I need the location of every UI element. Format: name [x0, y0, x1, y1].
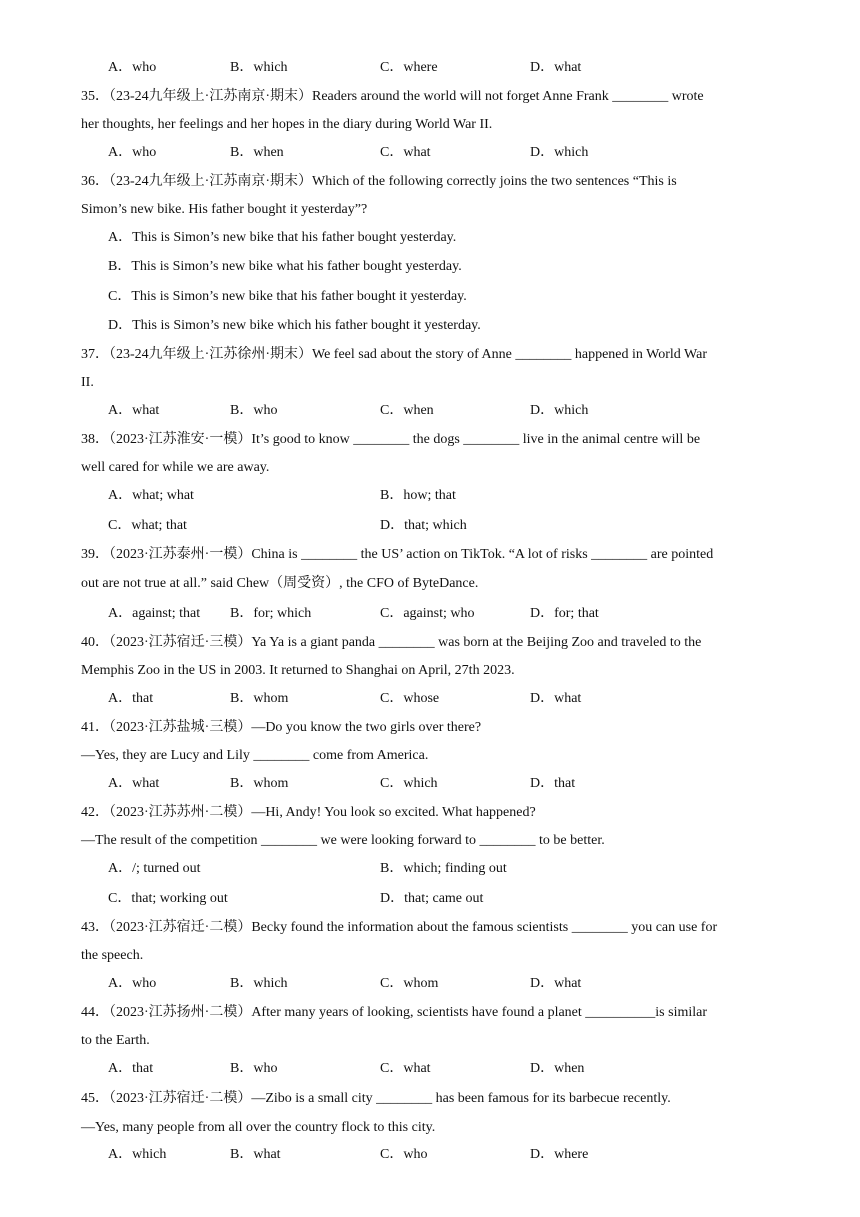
q40-option-c[interactable]: C．whose — [380, 691, 440, 706]
q45-option-b[interactable]: B．what — [230, 1147, 281, 1162]
q35-option-d[interactable]: D．which — [530, 145, 589, 160]
q41-stem-line2: —Yes, they are Lucy and Lily ________ come from America. — [81, 748, 429, 763]
q36-stem-line2: Simon’s new bike. His father bought it yesterday”? — [81, 202, 368, 217]
q38-option-a[interactable]: A．what; what — [108, 488, 194, 503]
q34-option-b[interactable]: B．which — [230, 60, 288, 75]
q35-option-c[interactable]: C．what — [380, 145, 431, 160]
q45-stem-line1: 45．（2023·江苏宿迁·二模）—Zibo is a small city ________ has been famous for its barbecue recently. — [81, 1091, 671, 1106]
q44-option-d[interactable]: D．when — [530, 1061, 585, 1076]
q41-option-c[interactable]: C．which — [380, 776, 438, 791]
q36-option-a[interactable]: A．This is Simon’s new bike that his father bought yesterday. — [108, 230, 457, 245]
q41-option-d[interactable]: D．that — [530, 776, 576, 791]
q37-option-c[interactable]: C．when — [380, 403, 434, 418]
q34-option-d[interactable]: D．what — [530, 60, 582, 75]
q38-stem-line2: well cared for while we are away. — [81, 460, 270, 475]
q44-stem-line2: to the Earth. — [81, 1033, 150, 1048]
q40-stem-line2: Memphis Zoo in the US in 2003. It returned to Shanghai on April, 27th 2023. — [81, 663, 515, 678]
q45-option-a[interactable]: A．which — [108, 1147, 167, 1162]
q36-stem-line1: 36．（23-24九年级上·江苏南京·期末）Which of the following correctly joins the two sentences “This is — [81, 174, 677, 189]
q39-option-d[interactable]: D．for; that — [530, 606, 599, 621]
q38-option-d[interactable]: D．that; which — [380, 518, 467, 533]
q37-option-d[interactable]: D．which — [530, 403, 589, 418]
q40-stem-line1: 40．（2023·江苏宿迁·三模）Ya Ya is a giant panda ________ was born at the Beijing Zoo and traveled to the — [81, 635, 702, 650]
q34-option-a[interactable]: A．who — [108, 60, 157, 75]
q36-option-d[interactable]: D．This is Simon’s new bike which his father bought it yesterday. — [108, 318, 481, 333]
q42-option-d[interactable]: D．that; came out — [380, 891, 484, 906]
q39-option-a[interactable]: A．against; that — [108, 606, 201, 621]
q43-stem-line2: the speech. — [81, 948, 144, 963]
q42-stem-line1: 42．（2023·江苏苏州·二模）—Hi, Andy! You look so excited. What happened? — [81, 805, 536, 820]
q40-option-b[interactable]: B．whom — [230, 691, 289, 706]
q38-option-b[interactable]: B．how; that — [380, 488, 456, 503]
q40-option-d[interactable]: D．what — [530, 691, 582, 706]
q39-stem-line2: out are not true at all.” said Chew（周受资）, the CFO of ByteDance. — [81, 576, 479, 591]
q35-option-a[interactable]: A．who — [108, 145, 157, 160]
q36-option-b[interactable]: B．This is Simon’s new bike what his father bought yesterday. — [108, 259, 462, 274]
q36-option-c[interactable]: C．This is Simon’s new bike that his father bought it yesterday. — [108, 289, 467, 304]
q43-option-b[interactable]: B．which — [230, 976, 288, 991]
q35-option-b[interactable]: B．when — [230, 145, 284, 160]
q34-option-c[interactable]: C．where — [380, 60, 438, 75]
q42-option-c[interactable]: C．that; working out — [108, 891, 228, 906]
q42-option-b[interactable]: B．which; finding out — [380, 861, 507, 876]
q43-option-d[interactable]: D．what — [530, 976, 582, 991]
q39-stem-line1: 39．（2023·江苏泰州·一模）China is ________ the US’ action on TikTok. “A lot of risks ________ are pointed — [81, 547, 714, 562]
q45-option-d[interactable]: D．where — [530, 1147, 589, 1162]
q38-stem-line1: 38．（2023·江苏淮安·一模）It’s good to know ________ the dogs ________ live in the animal centre will be — [81, 432, 701, 447]
q41-stem-line1: 41．（2023·江苏盐城·三模）—Do you know the two girls over there? — [81, 720, 482, 735]
q39-option-c[interactable]: C．against; who — [380, 606, 475, 621]
q37-stem-line2: II. — [81, 375, 94, 390]
q43-option-a[interactable]: A．who — [108, 976, 157, 991]
q44-option-a[interactable]: A．that — [108, 1061, 154, 1076]
q41-option-b[interactable]: B．whom — [230, 776, 289, 791]
q43-option-c[interactable]: C．whom — [380, 976, 439, 991]
q41-option-a[interactable]: A．what — [108, 776, 160, 791]
q37-option-a[interactable]: A．what — [108, 403, 160, 418]
q45-stem-line2: —Yes, many people from all over the country flock to this city. — [81, 1120, 436, 1135]
q40-option-a[interactable]: A．that — [108, 691, 154, 706]
q37-stem-line1: 37．（23-24九年级上·江苏徐州·期末）We feel sad about the story of Anne ________ happened in World War — [81, 347, 707, 362]
q44-stem-line1: 44．（2023·江苏扬州·二模）After many years of looking, scientists have found a planet __________is similar — [81, 1005, 708, 1020]
q38-option-c[interactable]: C．what; that — [108, 518, 187, 533]
q43-stem-line1: 43．（2023·江苏宿迁·二模）Becky found the information about the famous scientists ________ you can use for — [81, 920, 718, 935]
q45-option-c[interactable]: C．who — [380, 1147, 428, 1162]
q35-stem-line2: her thoughts, her feelings and her hopes in the diary during World War II. — [81, 117, 493, 132]
q35-stem-line1: 35．（23-24九年级上·江苏南京·期末）Readers around the world will not forget Anne Frank ________ wrote — [81, 89, 704, 104]
q39-option-b[interactable]: B．for; which — [230, 606, 312, 621]
q37-option-b[interactable]: B．who — [230, 403, 278, 418]
q42-option-a[interactable]: A．/; turned out — [108, 861, 201, 876]
q44-option-b[interactable]: B．who — [230, 1061, 278, 1076]
q42-stem-line2: —The result of the competition ________ we were looking forward to ________ to be better. — [81, 833, 605, 848]
q44-option-c[interactable]: C．what — [380, 1061, 431, 1076]
